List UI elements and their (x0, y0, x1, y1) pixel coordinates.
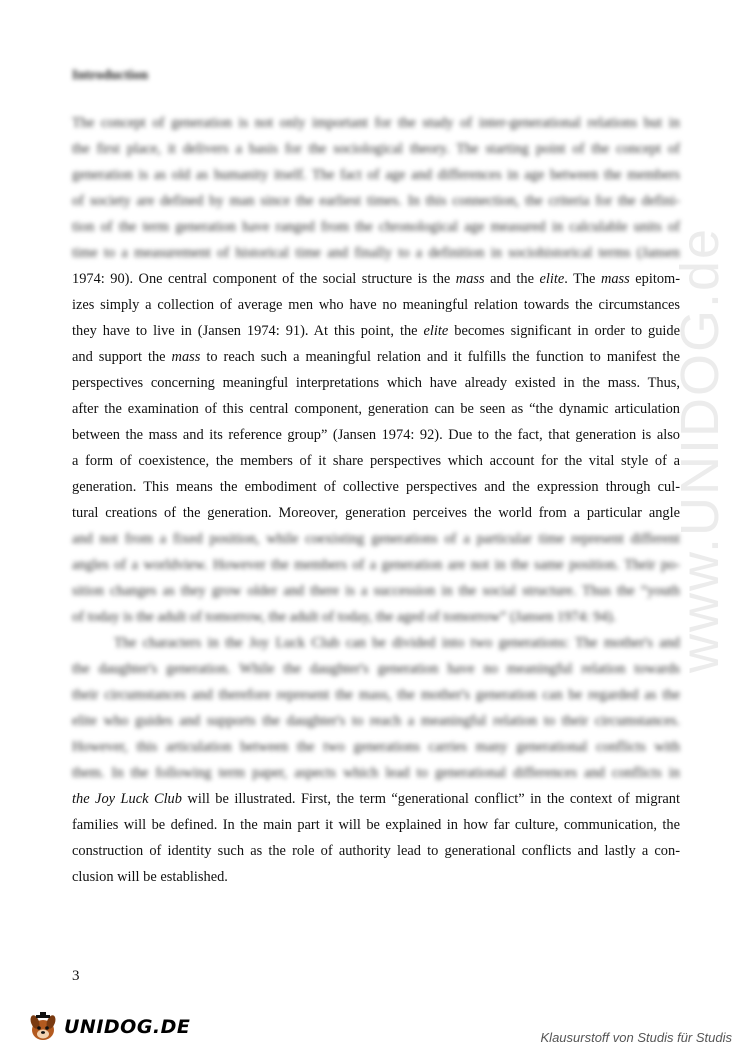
text-line: 1974: 90). One central component of the social structure is the mass and the elite. The mass epitom- (72, 271, 681, 287)
text-line: tural creations of the generation. Moreover, generation perceives the world from a particular angle (72, 505, 680, 521)
text-line: the first place, it delivers a basis for the sociological theory. The starting point of the concept of (72, 141, 680, 157)
text-line: perspectives concerning meaningful interpretations which have already existed in the mass. Thus, (72, 375, 680, 391)
text-line: between the mass and its reference group” (Jansen 1974: 92). Due to the fact, that generation is also (72, 427, 680, 443)
text-line: the daughter's generation. While the daughter's generation have no meaningful relation towards (72, 661, 680, 677)
text-line: of today is the adult of tomorrow, the adult of today, the aged of tomorrow” (Jansen 1974: 94). (72, 609, 617, 625)
text-line: izes simply a collection of average men who have no meaningful relation towards the circumstances (72, 297, 680, 313)
text-line: and not from a fixed position, while coexisting generations of a particular time represent different (72, 531, 680, 547)
text-line: of society are defined by man since the earliest times. In this connection, the criteria for the defini- (72, 193, 680, 209)
text-line: However, this articulation between the two generations carries many generational conflicts with (72, 739, 680, 755)
text-line: them. In the following term paper, aspects which lead to generational differences and conflicts in (72, 765, 680, 781)
text-line: generation is as old as humanity itself. The fact of age and differences in age between the members (72, 167, 680, 183)
logo-text: UNIDOG.DE (64, 1016, 191, 1038)
visible-paragraph (72, 266, 680, 526)
text-line: clusion will be established. (72, 869, 228, 885)
text-line: a form of coexistence, the members of it share perspectives which account for the vital style of a (72, 453, 680, 469)
footer-tagline: Klausurstoff von Studis für Studis (540, 1030, 732, 1045)
text-line: after the examination of this central component, generation can be seen as “the dynamic articulation (72, 401, 680, 417)
text-line: families will be defined. In the main part it will be explained in how far culture, communication, the (72, 817, 680, 833)
text-line: generation. This means the embodiment of collective perspectives and the expression through cul- (72, 479, 680, 495)
footer-logo[interactable] (26, 1010, 190, 1044)
text-line: the Joy Luck Club will be illustrated. First, the term “generational conflict” in the context of migrant (72, 791, 680, 807)
blurred-paragraph-top (72, 110, 680, 266)
text-line: elite who guides and supports the daughter's to reach a meaningful relation to their circumstances. (72, 713, 680, 729)
text-line: their circumstances and therefore represent the mass, the mother's generation can be regarded as the (72, 687, 680, 703)
watermark: www.UNIDOG.de (670, 226, 730, 674)
text-line: time to a measurement of historical time and finally to a definition in sociohistorical terms (Jansen (72, 245, 680, 261)
text-line: they have to live in (Jansen 1974: 91). At this point, the elite becomes significant in order to guide (72, 323, 680, 339)
text-line: and support the mass to reach such a meaningful relation and it fulfills the function to manifest the (72, 349, 680, 365)
text-line: construction of identity such as the role of authority lead to generational conflicts and lastly a con- (72, 843, 680, 859)
text-line: The concept of generation is not only important for the study of inter-generational relations but in (72, 115, 680, 131)
text-line: angles of a worldview. However the members of a generation are not in the same position. Their po- (72, 557, 680, 573)
text-line: sition changes as they grow older and there is a succession in the social structure. Thus the “youth (72, 583, 680, 599)
text-line: The characters in the Joy Luck Club can be divided into two generations: The mother's and (114, 635, 680, 651)
blurred-paragraph-middle (72, 526, 680, 786)
page-number: 3 (72, 968, 80, 984)
visible-paragraph-end (72, 786, 680, 890)
dog-icon (26, 1010, 60, 1044)
text-line: tion of the term generation have ranged from the chronological age measured in calculable units of (72, 219, 680, 235)
section-heading: Introduction (72, 68, 148, 83)
